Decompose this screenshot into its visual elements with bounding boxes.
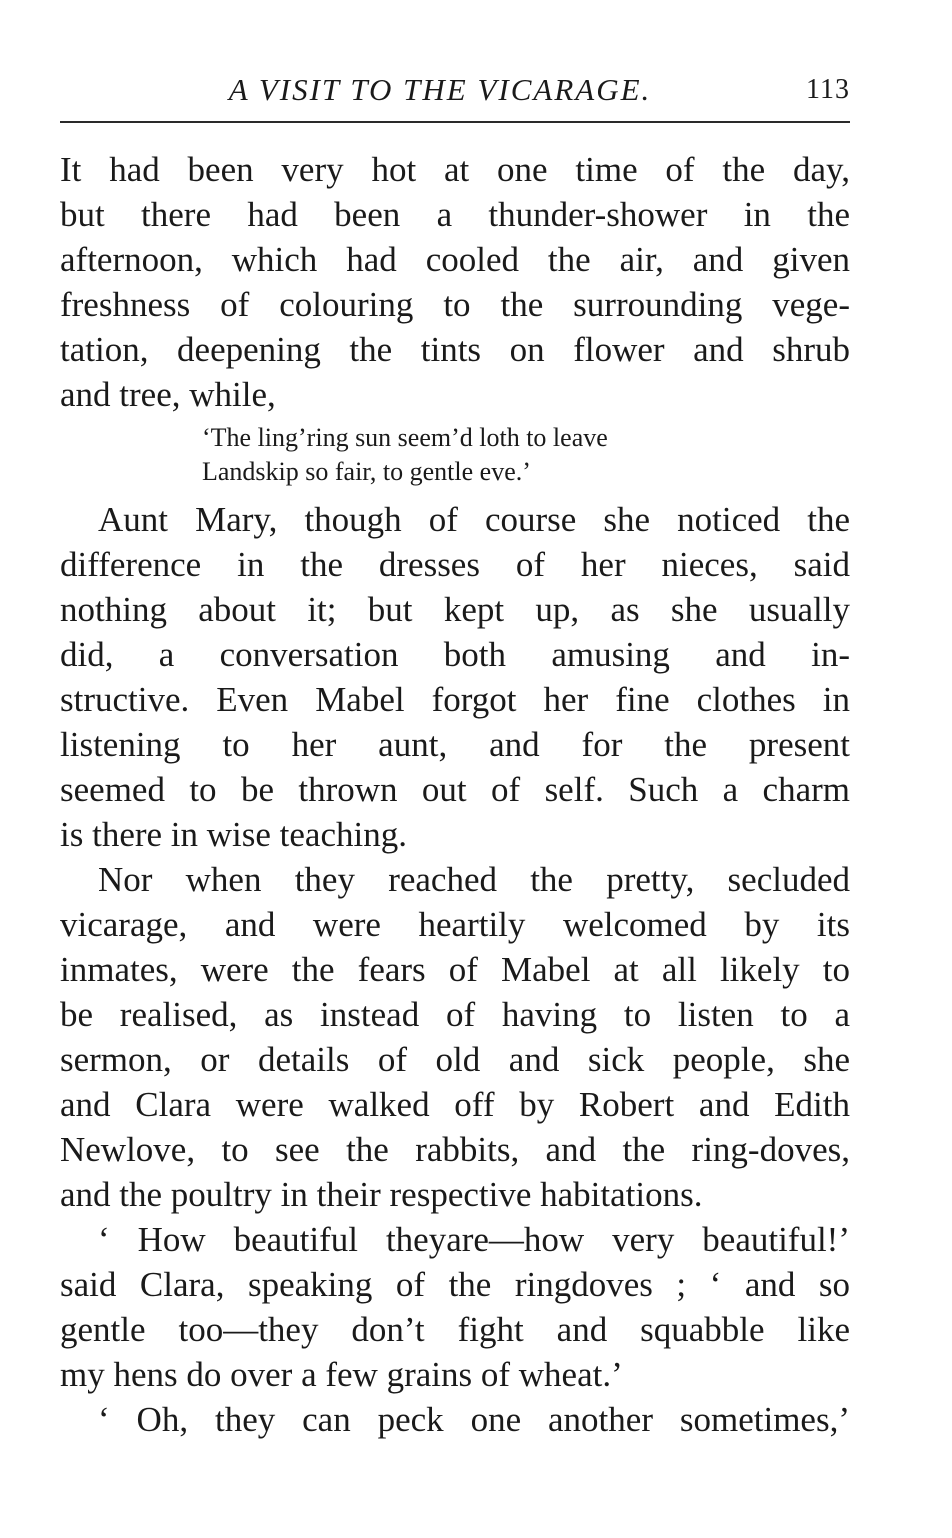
text-line: listening to her aunt, and for the present xyxy=(60,725,850,764)
text-line: ‘ How beautiful theyare—how very beautiful!’ xyxy=(98,1220,850,1259)
running-title: A VISIT TO THE VICARAGE. xyxy=(228,72,652,107)
paragraph xyxy=(60,1397,850,1442)
text-line: Nor when they reached the pretty, secluded xyxy=(98,860,850,899)
verse-line: ‘The ling’ring sun seem’d loth to leave xyxy=(202,423,608,452)
text-line: vicarage, and were heartily welcomed by its xyxy=(60,905,850,944)
text-line: is there in wise teaching. xyxy=(60,815,407,854)
text-line: tation, deepening the tints on flower and shrub xyxy=(60,330,850,369)
text-line: seemed to be thrown out of self. Such a charm xyxy=(60,770,850,809)
text-line: be realised, as instead of having to listen to a xyxy=(60,995,850,1034)
text-line: and the poultry in their respective habitations. xyxy=(60,1175,703,1214)
text-line: Aunt Mary, though of course she noticed the xyxy=(98,500,850,539)
text-line: gentle too—they don’t fight and squabble like xyxy=(60,1310,850,1349)
text-line: afternoon, which had cooled the air, and given xyxy=(60,240,850,279)
verse-quotation xyxy=(60,421,850,489)
text-line: did, a conversation both amusing and in- xyxy=(60,635,850,674)
verse-line: Landskip so fair, to gentle eve.’ xyxy=(202,457,531,486)
text-line: but there had been a thunder-shower in the xyxy=(60,195,850,234)
page-number: 113 xyxy=(806,74,850,105)
paragraph xyxy=(60,1217,850,1397)
text-line: said Clara, speaking of the ringdoves ; ‘ and so xyxy=(60,1265,850,1304)
text-line: freshness of colouring to the surrounding vege- xyxy=(60,285,850,324)
text-line: and tree, while, xyxy=(60,375,276,414)
text-line: Newlove, to see the rabbits, and the ring-doves, xyxy=(60,1130,850,1169)
text-line: It had been very hot at one time of the day, xyxy=(60,150,850,189)
text-line: structive. Even Mabel forgot her fine clothes in xyxy=(60,680,850,719)
text-line: ‘ Oh, they can peck one another sometimes,’ xyxy=(98,1400,850,1439)
text-line: my hens do over a few grains of wheat.’ xyxy=(60,1355,623,1394)
text-line: nothing about it; but kept up, as she usually xyxy=(60,590,850,629)
paragraph xyxy=(60,147,850,417)
page-header xyxy=(60,72,850,112)
paragraph xyxy=(60,857,850,1217)
paragraph xyxy=(60,497,850,857)
header-rule xyxy=(60,121,850,123)
text-line: inmates, were the fears of Mabel at all likely to xyxy=(60,950,850,989)
text-line: difference in the dresses of her nieces, said xyxy=(60,545,850,584)
text-line: sermon, or details of old and sick people, she xyxy=(60,1040,850,1079)
text-line: and Clara were walked off by Robert and Edith xyxy=(60,1085,850,1124)
body-text xyxy=(60,147,850,1442)
